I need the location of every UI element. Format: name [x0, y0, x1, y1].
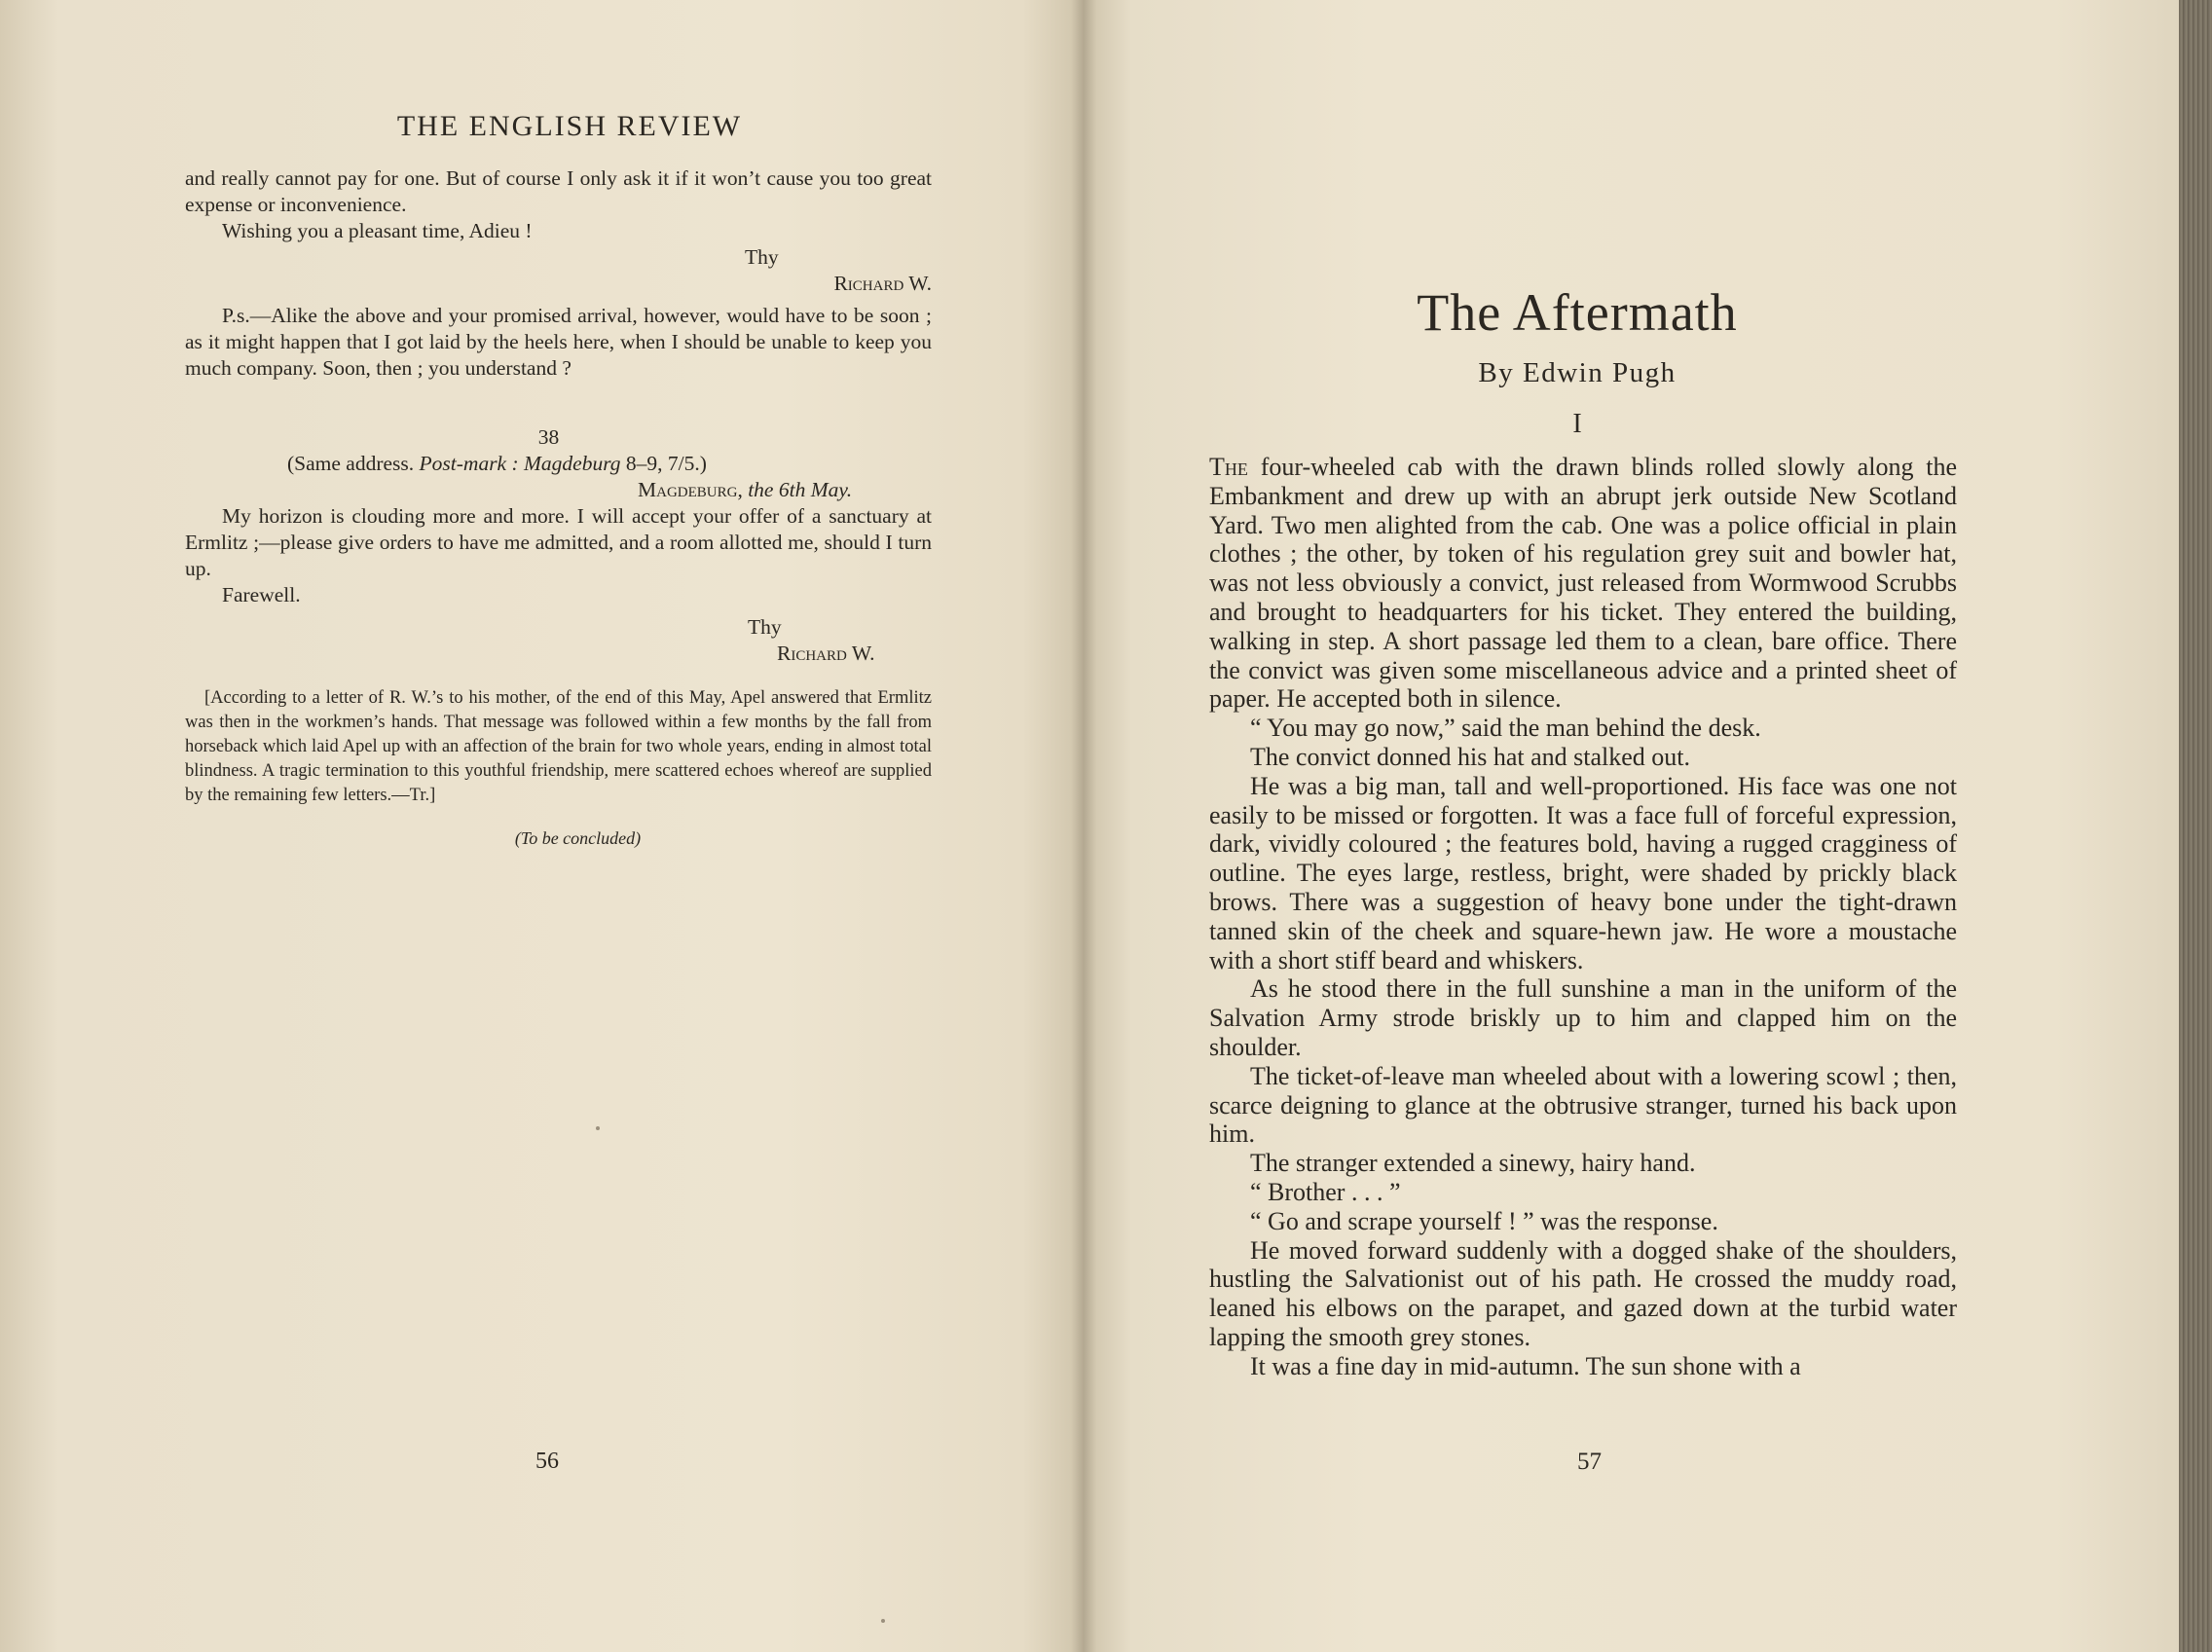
letter-closing: Wishing you a pleasant time, Adieu !: [222, 219, 533, 242]
chapter-title: The Aftermath: [1417, 283, 1738, 342]
place-date: the 6th May.: [748, 478, 853, 501]
page-number-left: 56: [535, 1449, 559, 1474]
drop-word: The: [1209, 453, 1248, 481]
story-paragraph: “ You may go now,” said the man behind the desk.: [1250, 714, 1761, 743]
paper-speck: [596, 1126, 600, 1130]
place-name: Magdeburg,: [638, 478, 743, 501]
letter-number: 38: [537, 425, 560, 449]
story-paragraph: The ticket-of-leave man wheeled about with a lowering scowl ; then, scarce deigning to glance at the obtrusive stranger, turned his back upon him.: [1209, 1061, 1957, 1149]
story-paragraph: The stranger extended a sinewy, hairy hand.: [1250, 1149, 1696, 1178]
address-plain: (Same address.: [287, 452, 415, 475]
story-paragraph: “ Brother . . . ”: [1250, 1177, 1401, 1206]
story-paragraph: He was a big man, tall and well-proportioned. His face was one not easily to be missed or forgotten. It was a face full of forceful expression, dark, vividly coloured ; the features bold, having a rugged cragginess of outline. The eyes large, restless, bright, were shaded by prickly black brows. There was a suggestion of heavy bone under the tight-drawn tanned skin of the cheek and square-hewn jaw. He wore a moustache with a short stiff beard and whiskers.: [1209, 771, 1957, 974]
letter-continuation: and really cannot pay for one. But of course I only ask it if it won’t cause you too great expense or inconvenience.: [185, 166, 932, 216]
story-paragraph: “ Go and scrape yourself ! ” was the response.: [1250, 1206, 1718, 1235]
editorial-note: [According to a letter of R. W.’s to his mother, of the end of this May, Apel answered that Ermlitz was then in the workmen’s hands. That message was followed within a few months by the fall from horseback which laid Apel up with an affection of the brain for two whole years, ending in almost total blindness. A tragic termination to this youthful friendship, mere scattered echoes whereof are supplied by the remaining few letters.—Tr.]: [185, 688, 932, 805]
letter-address: [185, 451, 932, 477]
signoff-thy: Thy: [745, 245, 779, 269]
left-page: [0, 0, 1083, 1652]
letter-place: [185, 477, 932, 503]
page-edges: [2179, 0, 2212, 1652]
address-date: 8–9, 7/5.): [625, 452, 707, 475]
address-postmark: Post-mark : Magdeburg: [419, 452, 621, 475]
to-be-concluded: (To be concluded): [514, 828, 642, 848]
signoff2-thy: Thy: [748, 615, 782, 639]
signoff2-name: Richard W.: [777, 642, 875, 665]
farewell: Farewell.: [222, 583, 301, 606]
letter-body: My horizon is clouding more and more. I will accept your offer of a sanctuary at Ermlitz ;—please give orders to have me admitted, and a room allotted me, should I turn up.: [185, 504, 932, 580]
byline: By Edwin Pugh: [1478, 357, 1677, 388]
paper-speck: [881, 1619, 885, 1623]
story-paragraph: The four-wheeled cab with the drawn blinds rolled slowly along the Embankment and drew up with an abrupt jerk outside New Scotland Yard. Two men alighted from the cab. One was a police official in plain clothes ; the other, by token of his regulation grey suit and bowler hat, was not less obviously a convict, just released from Wormwood Scrubbs and brought to headquarters for his ticket. They entered the building, walking in step. A short passage led them to a clean, bare office. There the convict was given some miscellaneous advice and a printed sheet of paper. He accepted both in silence.: [1209, 453, 1957, 714]
postscript: P.s.—Alike the above and your promised arrival, however, would have to be soon ; as it might happen that I got laid by the heels here, when I should be unable to keep you much company. Soon, then ; you understand ?: [185, 304, 932, 380]
story-text: [1209, 453, 1957, 1381]
story-paragraph: It was a fine day in mid-autumn. The sun shone with a: [1250, 1351, 1801, 1380]
left-page-text: [185, 165, 932, 852]
running-head: THE ENGLISH REVIEW: [396, 110, 743, 142]
signoff-name: Richard W.: [833, 272, 932, 295]
story-paragraph: He moved forward suddenly with a dogged shake of the shoulders, hustling the Salvationist out of his path. He crossed the muddy road, leaned his elbows on the parapet, and gazed down at the turbid water lapping the smooth grey stones.: [1209, 1235, 1957, 1351]
section-numeral: I: [1572, 409, 1582, 439]
story-paragraph: The convict donned his hat and stalked out.: [1250, 742, 1691, 771]
page-number-right: 57: [1577, 1449, 1602, 1475]
story-paragraph: As he stood there in the full sunshine a man in the uniform of the Salvation Army strode briskly up to him and clapped him on the shoulder.: [1209, 974, 1957, 1061]
book-gutter: [1071, 0, 1096, 1652]
